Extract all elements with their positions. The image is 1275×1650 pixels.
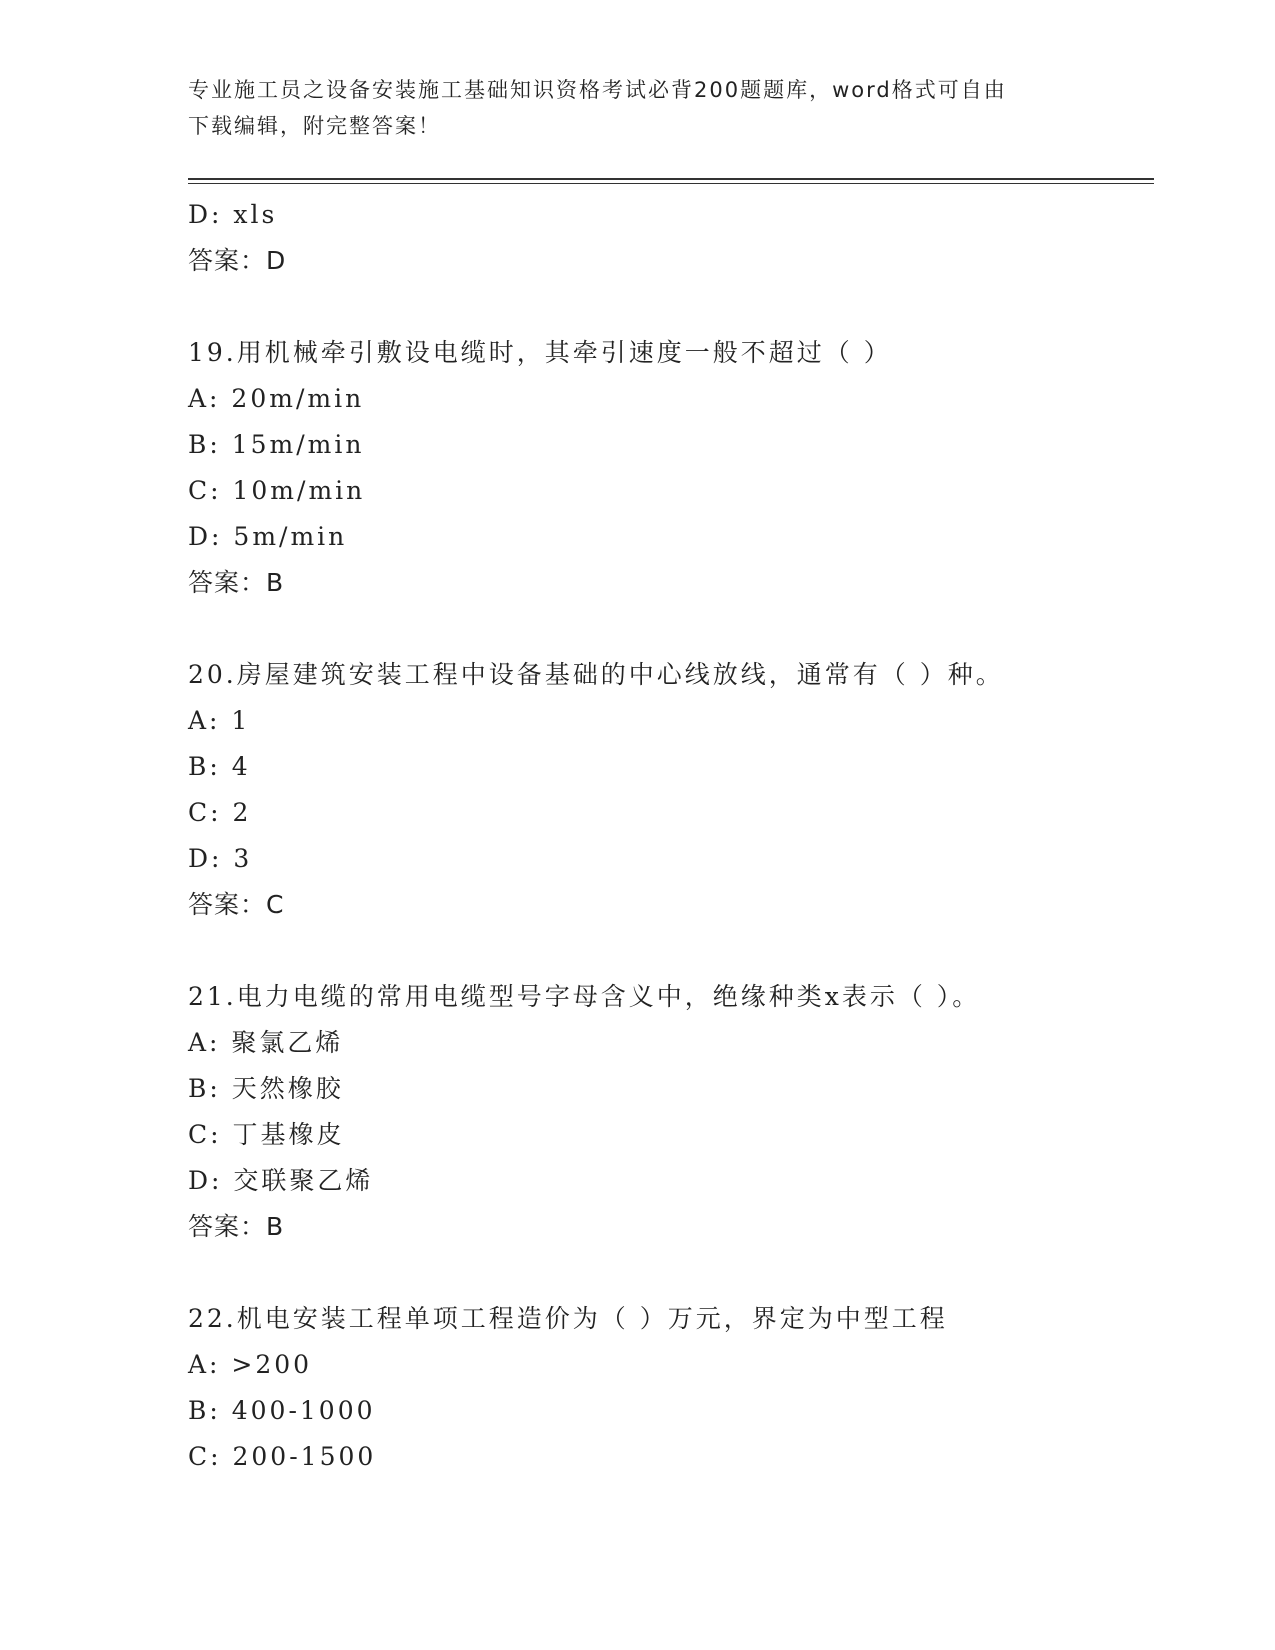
question-block-20 <box>188 652 1154 928</box>
option-d: D: 交联聚乙烯 <box>188 1166 374 1195</box>
question-block-22 <box>188 1296 1154 1480</box>
option-a: A: 1 <box>188 706 251 735</box>
question-block-21 <box>188 974 1154 1250</box>
header-rule-bottom <box>188 183 1154 184</box>
header-rule-top <box>188 178 1154 180</box>
document-body <box>188 192 1154 1480</box>
option-c: C: 10m/min <box>188 476 366 505</box>
option-d: D: 5m/min <box>188 522 348 551</box>
option-a: A: 聚氯乙烯 <box>188 1028 344 1057</box>
option-a: A: >200 <box>188 1350 313 1379</box>
header-line-1: 专业施工员之设备安装施工基础知识资格考试必背200题题库，word格式可自由 <box>188 78 1007 102</box>
option-a: A: 20m/min <box>188 384 365 413</box>
spacer <box>188 1250 1154 1296</box>
question-stem: 21.电力电缆的常用电缆型号字母含义中，绝缘种类x表示（ ）。 <box>188 982 981 1011</box>
option-b: B: 4 <box>188 752 251 781</box>
document-header <box>188 72 1088 144</box>
option-c: C: 2 <box>188 798 252 827</box>
spacer <box>188 606 1154 652</box>
question-stem: 22.机电安装工程单项工程造价为（ ）万元，界定为中型工程 <box>188 1304 948 1333</box>
option-d: D: xls <box>188 200 278 229</box>
spacer <box>188 284 1154 330</box>
option-b: B: 400-1000 <box>188 1396 376 1425</box>
header-line-2: 下载编辑，附完整答案！ <box>188 114 441 138</box>
answer-line: 答案：D <box>188 246 287 275</box>
question-stem: 19.用机械牵引敷设电缆时，其牵引速度一般不超过（ ） <box>188 338 892 367</box>
answer-line: 答案：B <box>188 1212 285 1241</box>
option-d: D: 3 <box>188 844 253 873</box>
option-b: B: 天然橡胶 <box>188 1074 344 1103</box>
answer-line: 答案：C <box>188 890 285 919</box>
question-block-19 <box>188 330 1154 606</box>
spacer <box>188 928 1154 974</box>
option-c: C: 丁基橡皮 <box>188 1120 345 1149</box>
option-b: B: 15m/min <box>188 430 365 459</box>
answer-line: 答案：B <box>188 568 285 597</box>
option-c: C: 200-1500 <box>188 1442 377 1471</box>
question-stem: 20.房屋建筑安装工程中设备基础的中心线放线，通常有（ ）种。 <box>188 660 1004 689</box>
